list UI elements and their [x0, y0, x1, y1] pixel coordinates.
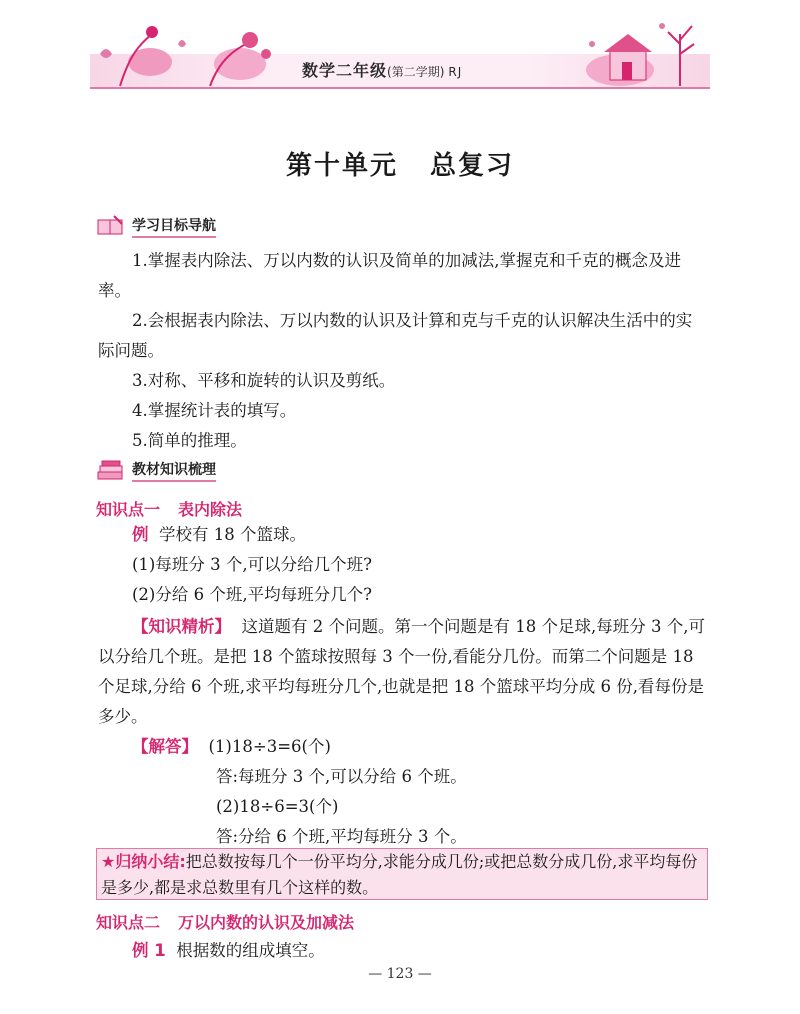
goals-section-label — [96, 212, 216, 240]
analysis-paragraph — [98, 612, 708, 732]
goals-list — [98, 246, 708, 456]
answer-calc-1: (1)18÷3=6(个) — [208, 737, 331, 756]
example-text: 根据数的组成填空。 — [176, 941, 325, 960]
answer-label: 【解答】 — [132, 737, 198, 756]
example-label: 例 — [132, 525, 149, 544]
answer-text-1: 答:每班分 3 个,可以分给 6 个班。 — [216, 767, 467, 786]
example-text: 学校有 18 个篮球。 — [159, 525, 306, 544]
answer-line-1 — [132, 732, 331, 762]
point2-title: 万以内数的认识及加减法 — [178, 913, 355, 932]
goals-label: 学习目标导航 — [132, 215, 216, 238]
book-title: 数学二年级 — [302, 61, 388, 80]
page-number: — 123 — — [368, 966, 432, 982]
unit-title — [0, 145, 800, 182]
book-edition: RJ — [448, 65, 463, 79]
header-title — [302, 58, 462, 81]
summary-label: ★归纳小结: — [101, 852, 186, 871]
point1-title: 表内除法 — [178, 500, 243, 519]
summary-box — [96, 848, 708, 900]
point2-number: 知识点二 — [96, 913, 161, 932]
books-icon — [96, 458, 126, 482]
goal-item: 5.简单的推理。 — [132, 431, 247, 450]
question-1: (1)每班分 3 个,可以分给几个班? — [132, 555, 372, 574]
goal-item: 4.掌握统计表的填写。 — [132, 401, 297, 420]
unit-name: 总复习 — [430, 151, 515, 181]
goal-item: 2.会根据表内除法、万以内数的认识及计算和克与千克的认识解决生活中的实际问题。 — [98, 311, 693, 360]
point1-number: 知识点一 — [96, 500, 161, 519]
page-header — [90, 14, 710, 88]
goal-item: 1.掌握表内除法、万以内数的认识及简单的加减法,掌握克和千克的概念及进率。 — [98, 251, 681, 300]
point1-heading — [96, 497, 242, 520]
analysis-text: 这道题有 2 个问题。第一个问题是有 18 个足球,每班分 3 个,可以分给几个班。是把 18 个篮球按照每 3 个一份,看能分几份。而第二个问题是 18 个足球,分给 6 个班,求平均每班分几个,也就是把 18 个篮球平均分成 6 份,看每份是多少。 — [98, 617, 705, 726]
flower-decoration-icon — [90, 14, 280, 88]
answer-text-2: 答:分给 6 个班,平均每班分 3 个。 — [216, 827, 467, 846]
summary-text: 把总数按每几个一份平均分,求能分成几份;或把总数分成几份,求平均每份是多少,都是求总数里有几个这样的数。 — [101, 852, 698, 897]
book-term: (第二学期) — [387, 65, 445, 79]
example-label: 例 1 — [132, 941, 166, 960]
house-decoration-icon — [580, 14, 710, 88]
point2-heading — [96, 910, 354, 933]
point1-example — [132, 520, 306, 550]
point2-example — [132, 936, 325, 966]
knowledge-label: 教材知识梳理 — [132, 459, 216, 482]
unit-number: 第十单元 — [285, 151, 398, 181]
analysis-label: 【知识精析】 — [132, 617, 231, 636]
book-icon — [96, 214, 126, 238]
goal-item: 3.对称、平移和旋转的认识及剪纸。 — [132, 371, 396, 390]
question-2: (2)分给 6 个班,平均每班分几个? — [132, 585, 372, 604]
knowledge-section-label — [96, 456, 216, 484]
answer-calc-2: (2)18÷6=3(个) — [216, 797, 339, 816]
